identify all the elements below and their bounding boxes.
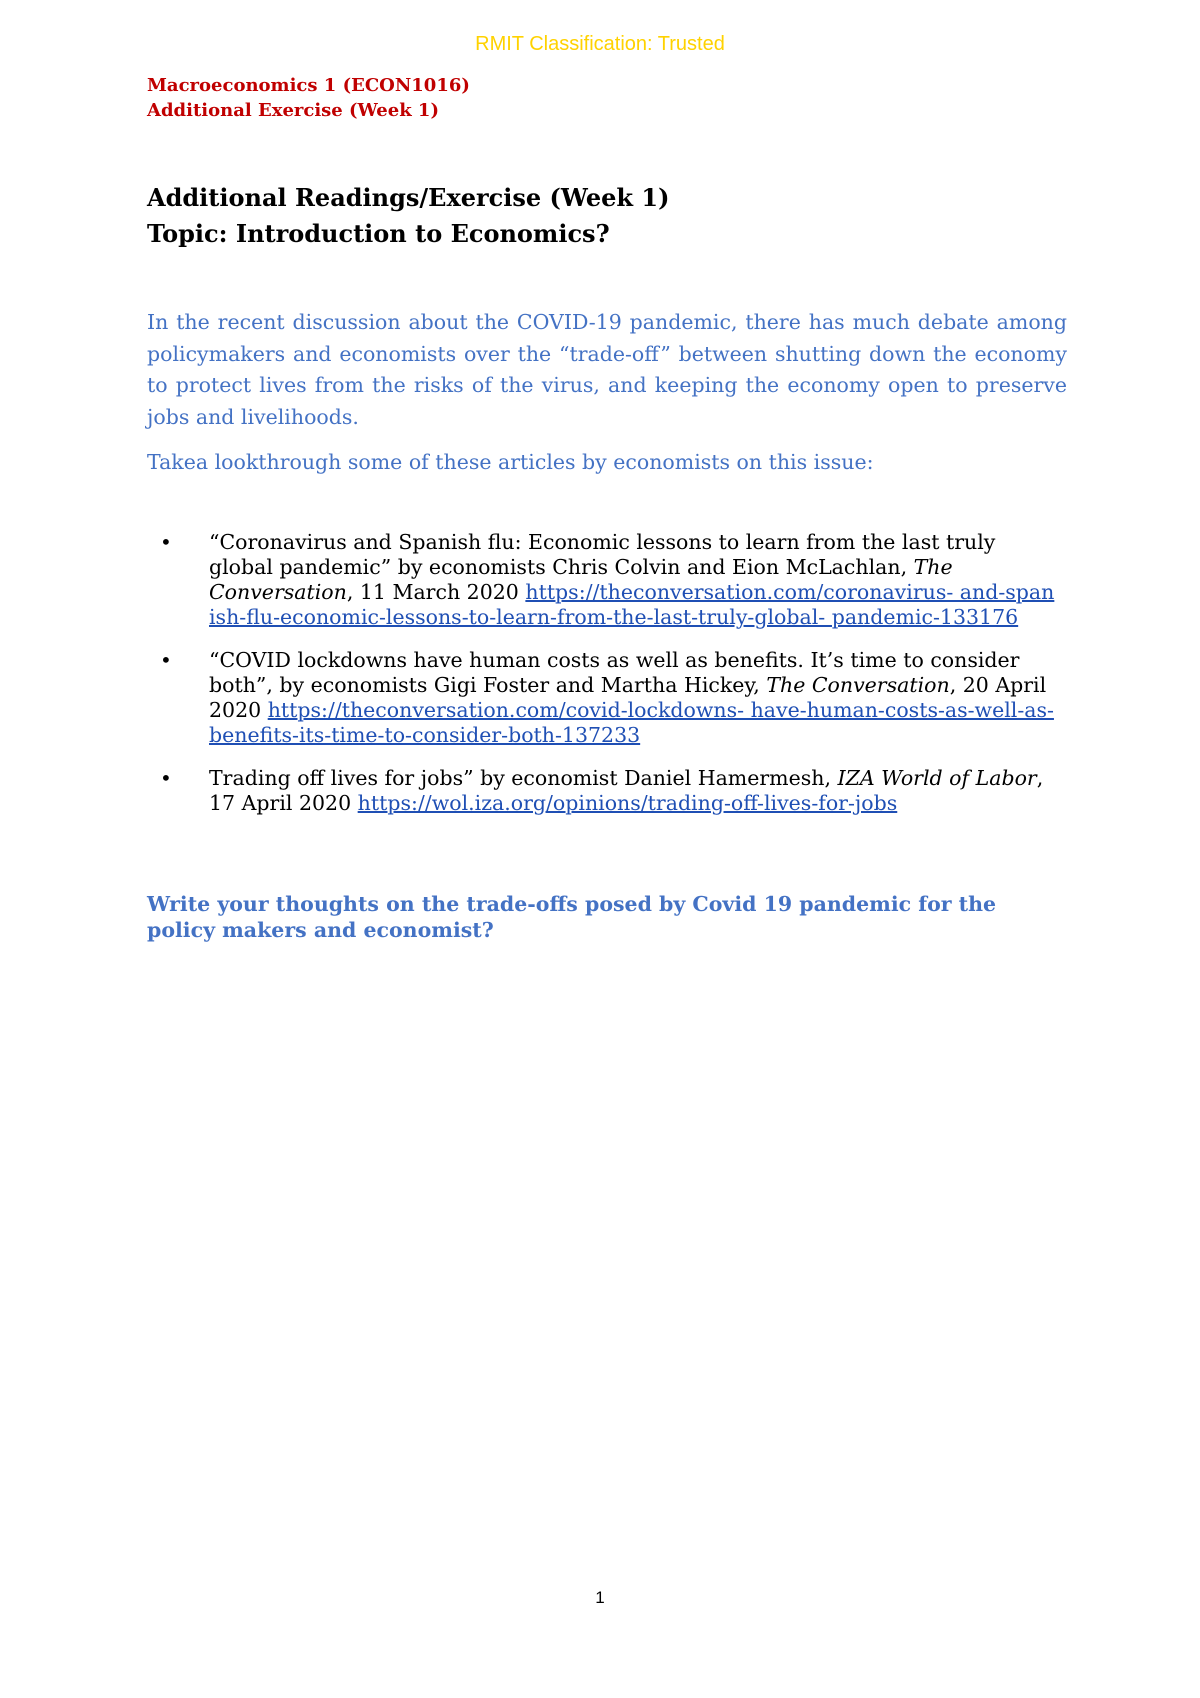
course-header — [147, 73, 470, 123]
reading-link[interactable]: https://theconversation.com/covid-lockdowns- have-human-costs-as-well-as-benefits-its-time-to-consider-both-137233 — [209, 698, 1054, 747]
title-line-1: Additional Readings/Exercise (Week 1) — [147, 183, 670, 212]
exercise-subtitle: Additional Exercise (Week 1) — [147, 100, 439, 121]
reading-list — [160, 530, 1060, 834]
intro-paragraph: In the recent discussion about the COVID-19 pandemic, there has much debate among policymakers and economists over the “trade-off” between shutting down the economy to protect lives from the risks of the virus, and keeping the economy open to preserve jobs and livelihoods. — [147, 310, 1067, 429]
reading-link[interactable]: https://theconversation.com/coronavirus- and-spanish-flu-economic-lessons-to-learn-from-the-last-truly-global- pandemic-133176 — [209, 580, 1055, 629]
title-line-2: Topic: Introduction to Economics? — [147, 219, 610, 248]
reading-item — [160, 648, 1060, 748]
reading-link[interactable]: https://wol.iza.org/opinions/trading-off-lives-for-jobs — [357, 791, 898, 815]
reading-date: , 11 March 2020 — [346, 580, 526, 604]
reading-publication: The Conversation — [209, 555, 953, 604]
page-title — [147, 180, 669, 252]
reading-publication: IZA World of Labor — [837, 766, 1037, 790]
bullet-icon: • — [160, 766, 172, 790]
reading-date: , 20 April 2020 — [209, 673, 1047, 722]
reading-item — [160, 766, 1060, 816]
reading-text: “Coronavirus and Spanish flu: Economic lessons to learn from the last truly global pandemic” by economists Chris Colvin and Eion McLachlan, — [209, 530, 996, 579]
reading-date: , 17 April 2020 — [209, 766, 1044, 815]
question-prompt: Write your thoughts on the trade-offs posed by Covid 19 pandemic for the policy makers and economist? — [147, 892, 997, 942]
instruction-text: Takea lookthrough some of these articles by economists on this issue: — [147, 450, 874, 474]
reading-item — [160, 530, 1060, 630]
course-title: Macroeconomics 1 (ECON1016) — [147, 75, 470, 96]
reading-publication: The Conversation — [766, 673, 950, 697]
page-number: 1 — [595, 1588, 605, 1607]
bullet-icon: • — [160, 530, 172, 554]
bullet-icon: • — [160, 648, 172, 672]
reading-text: Trading off lives for jobs” by economist Daniel Hamermesh, — [209, 766, 838, 790]
classification-label: RMIT Classification: Trusted — [475, 33, 725, 55]
reading-text: “COVID lockdowns have human costs as well as benefits. It’s time to consider both”, by economists Gigi Foster and Martha Hickey, — [209, 648, 1020, 697]
